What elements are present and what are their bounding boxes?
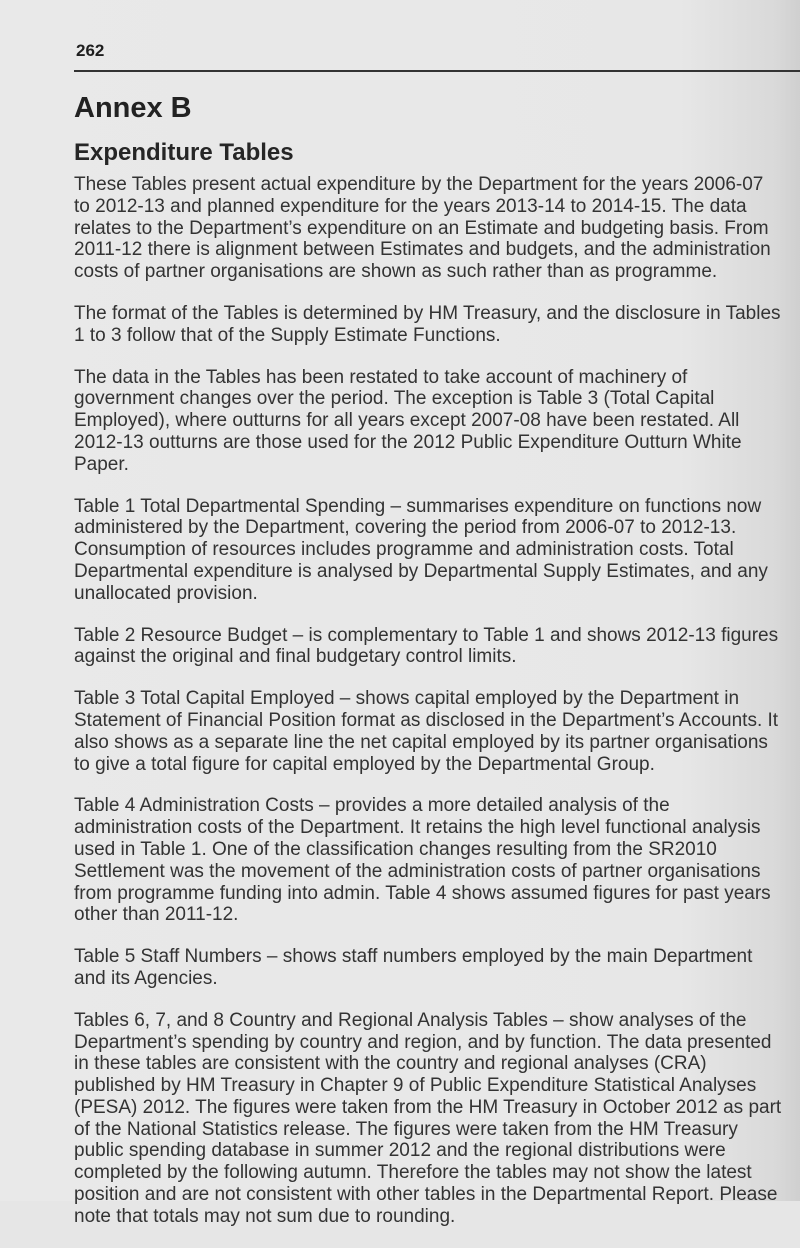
- paragraph-intro: These Tables present actual expenditure by the Department for the years 2006-07 to 2012-13 and planned expenditure for the years 2013-14 to 2014-15. The data relates to the Department’s expenditure on an Estimate and budgeting basis. From 2011-12 there is alignment between Estimates and budgets, and the administration costs of partner organisations are shown as such rather than as programme.: [74, 174, 771, 283]
- body-text: [74, 174, 784, 1248]
- header-rule: [74, 70, 800, 72]
- paragraph-table-4: Table 4 Administration Costs – provides a more detailed analysis of the administration costs of the Department. It retains the high level functional analysis used in Table 1. One of the classification changes resulting from the SR2010 Settlement was the movement of the administration costs of partner organisations from programme funding into admin. Table 4 shows assumed figures for past years other than 2011-12.: [74, 795, 771, 926]
- page-number: 262: [76, 41, 105, 60]
- paragraph-tables-6-8: Tables 6, 7, and 8 Country and Regional Analysis Tables – show analyses of the Department’s spending by country and region, and by function. The data presented in these tables are consistent with the country and regional analyses (CRA) published by HM Treasury in Chapter 9 of Public Expenditure Statistical Analyses (PESA) 2012. The figures were taken from the HM Treasury in October 2012 as part of the National Statistics release. The figures were taken from the HM Treasury public spending database in summer 2012 and the regional distributions were completed by the following autumn. Therefore the tables may not show the latest position and are not consistent with other tables in the Departmental Report. Please note that totals may not sum due to rounding.: [74, 1009, 782, 1227]
- section-title: Expenditure Tables: [74, 139, 294, 166]
- paragraph-table-1: Table 1 Total Departmental Spending – summarises expenditure on functions now administered by the Department, covering the period from 2006-07 to 2012-13. Consumption of resources includes programme and administration costs. Total Departmental expenditure is analysed by Departmental Supply Estimates, and any unallocated provision.: [74, 495, 768, 604]
- paragraph-table-5: Table 5 Staff Numbers – shows staff numbers employed by the main Department and its Agencies.: [74, 946, 753, 989]
- paragraph-format: The format of the Tables is determined by HM Treasury, and the disclosure in Tables 1 to 3 follow that of the Supply Estimate Functions.: [74, 302, 781, 346]
- paragraph-table-2: Table 2 Resource Budget – is complementary to Table 1 and shows 2012-13 figures against the original and final budgetary control limits.: [74, 624, 779, 668]
- annex-title: Annex B: [74, 92, 192, 124]
- paragraph-table-3: Table 3 Total Capital Employed – shows capital employed by the Department in Statement of Financial Position format as disclosed in the Department’s Accounts. It also shows as a separate line the net capital employed by its partner organisations to give a total figure for capital employed by the Departmental Group.: [74, 688, 779, 775]
- paragraph-restated: The data in the Tables has been restated to take account of machinery of government changes over the period. The exception is Table 3 (Total Capital Employed), where outturns for all years except 2007-08 have been restated. All 2012-13 outturns are those used for the 2012 Public Expenditure Outturn White Paper.: [74, 366, 742, 475]
